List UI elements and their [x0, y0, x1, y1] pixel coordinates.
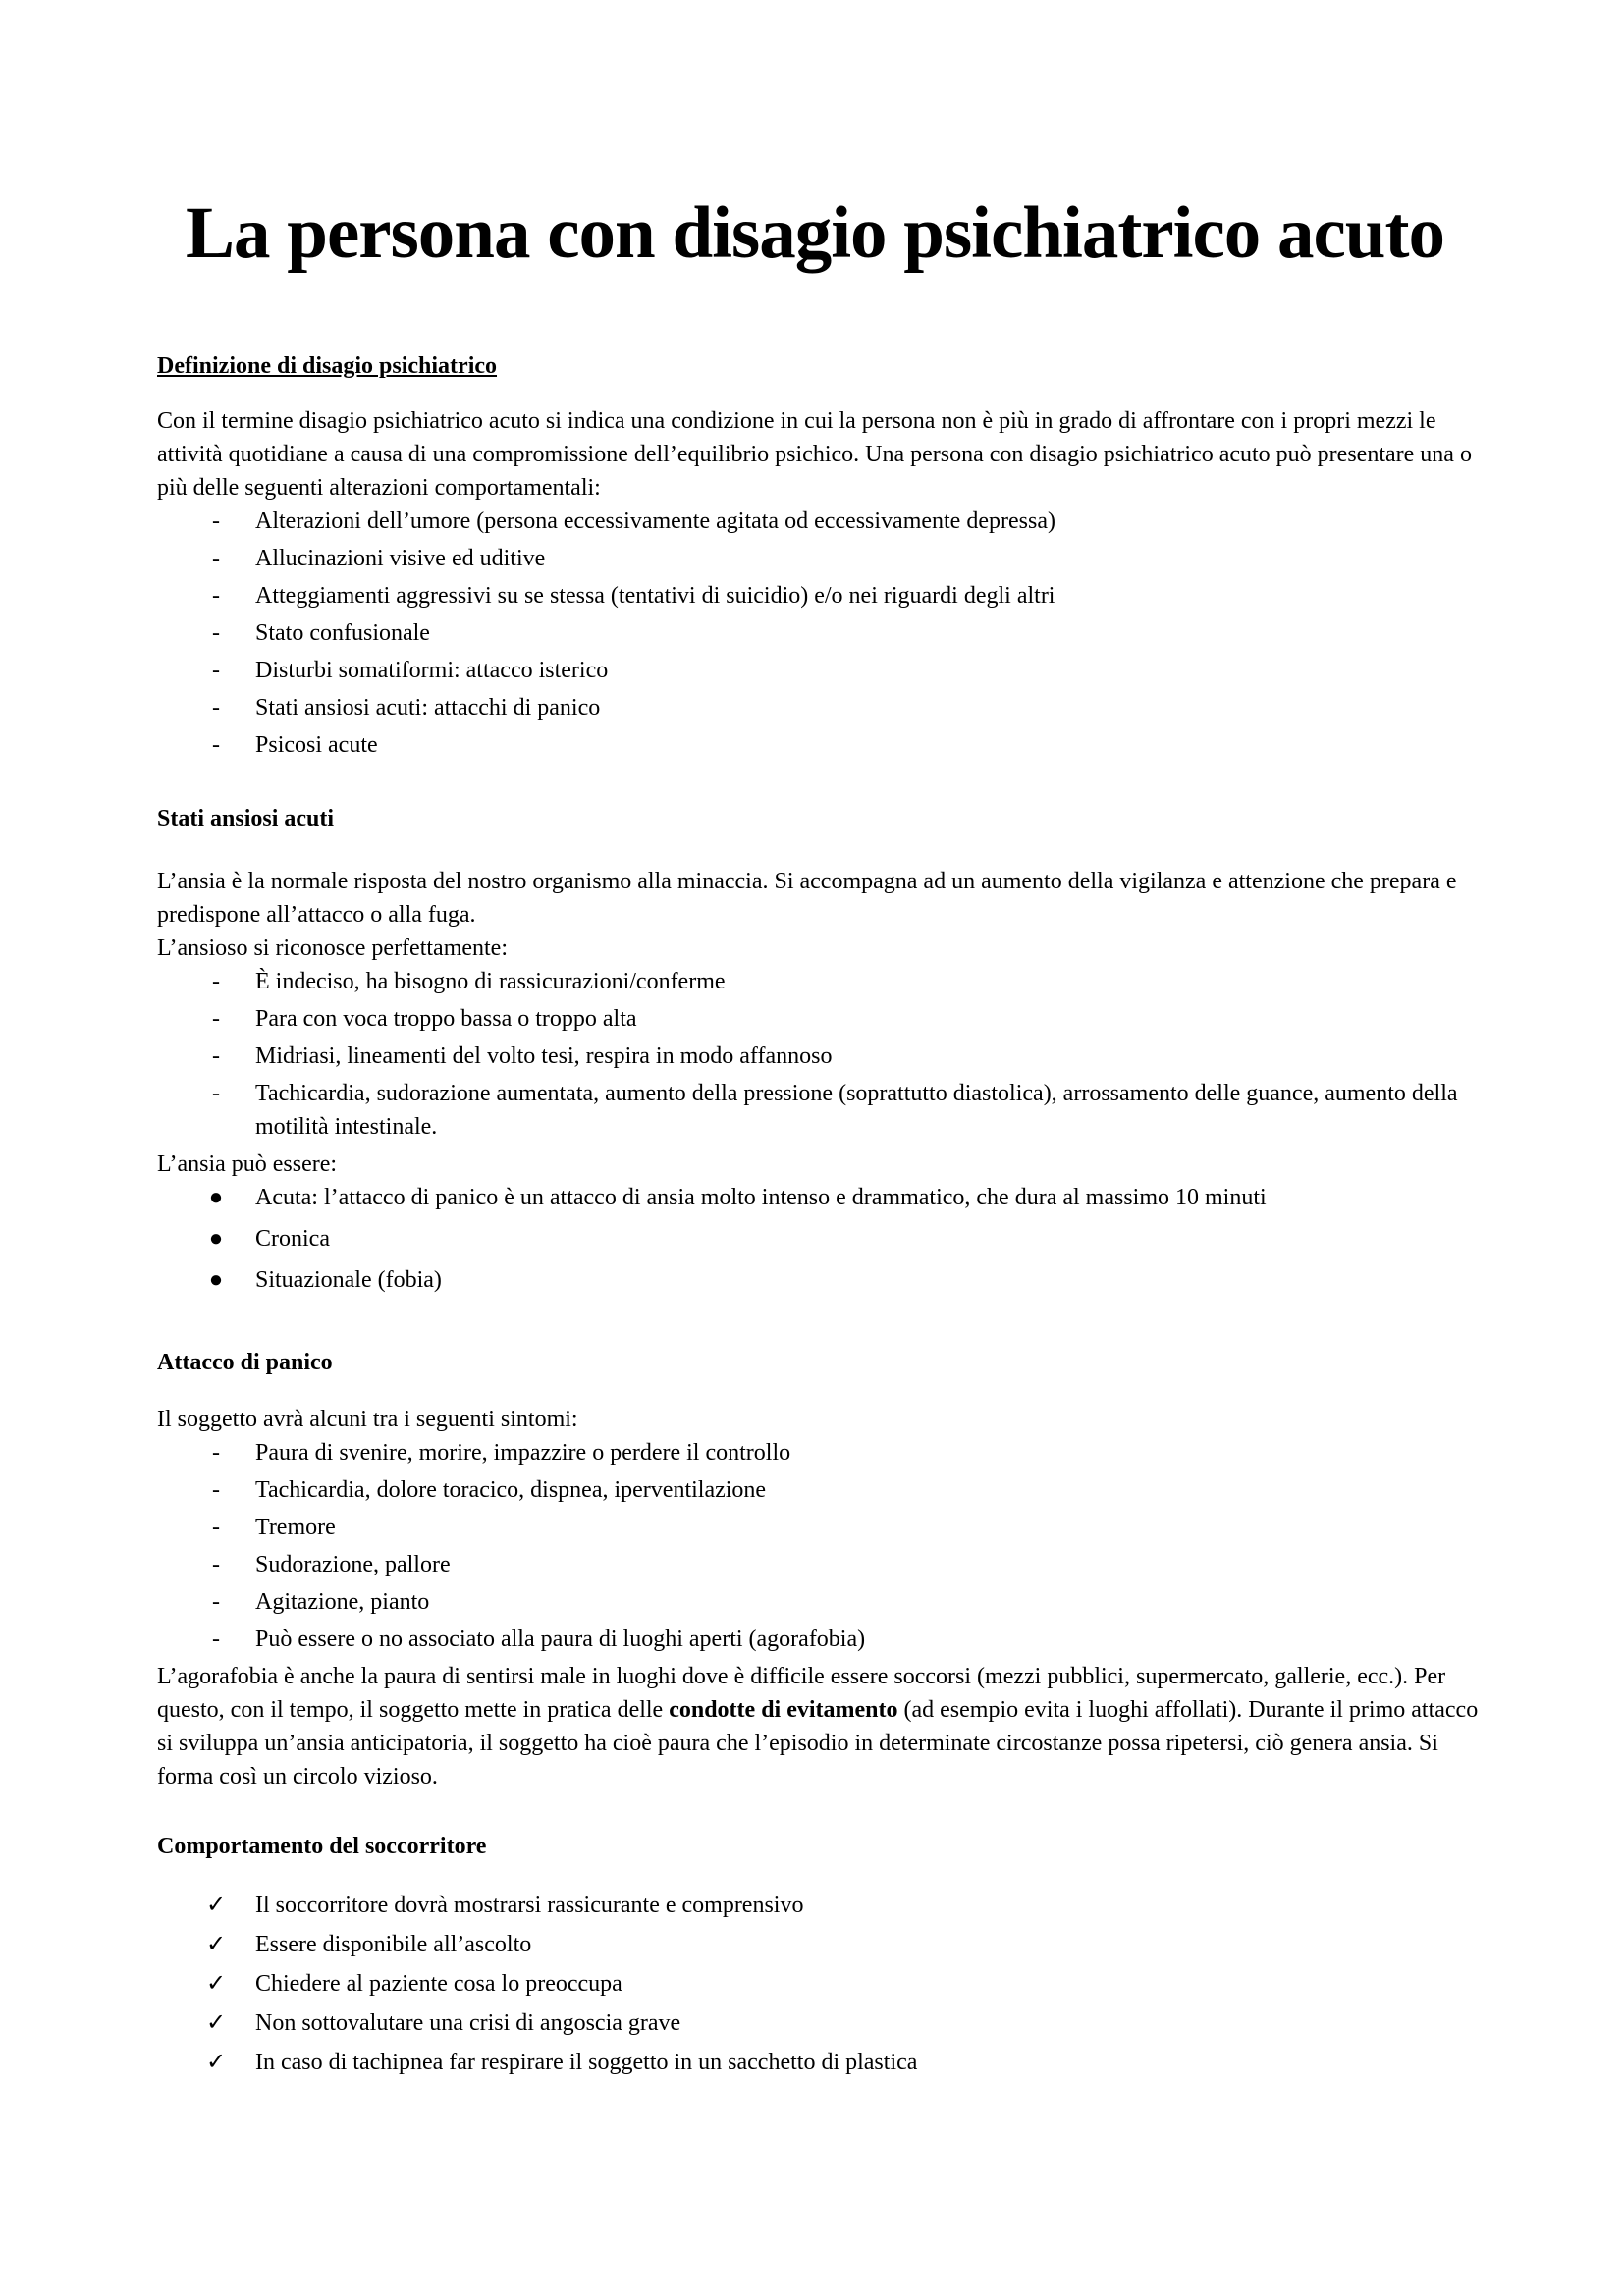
list-item: ● Situazionale (fobia): [157, 1263, 1483, 1297]
list-item: - Può essere o no associato alla paura di luoghi aperti (agorafobia): [157, 1623, 1483, 1656]
dash-marker: -: [212, 732, 220, 758]
dash-marker: -: [212, 508, 220, 534]
list-item: - Tremore: [157, 1511, 1483, 1544]
list-item: - Paura di svenire, morire, impazzire o perdere il controllo: [157, 1436, 1483, 1469]
document-title: La persona con disagio psichiatrico acuto: [186, 192, 1444, 274]
list-item: - Tachicardia, sudorazione aumentata, aumento della pressione (soprattutto diastolica), arrossamento delle guance, aumento della motilità intestinale.: [157, 1077, 1483, 1144]
checkmark-icon: ✓: [206, 1932, 227, 1957]
list-item: - Atteggiamenti aggressivi su se stessa (tentativi di suicidio) e/o nei riguardi degli altri: [157, 579, 1483, 613]
dash-marker: -: [212, 1515, 220, 1540]
dash-marker: -: [212, 1589, 220, 1615]
check-list: [157, 1889, 1483, 2079]
dash-list: [157, 505, 1483, 762]
checkmark-icon: ✓: [206, 1971, 227, 1997]
section-intro: Con il termine disagio psichiatrico acuto si indica una condizione in cui la persona non è più in grado di affrontare con i propri mezzi le attività quotidiane a causa di una compromissione dell’equilibrio psichico. Una persona con disagio psichiatrico acuto può presentare una o più delle seguenti alterazioni comportamentali:: [157, 408, 1472, 501]
list-item: - Stati ansiosi acuti: attacchi di panico: [157, 691, 1483, 724]
dash-marker: -: [212, 695, 220, 721]
agorafobia-paragraph: L’agorafobia è anche la paura di sentirsi male in luoghi dove è difficile essere soccorsi (mezzi pubblici, supermercato, gallerie, ecc.). Per questo, con il tempo, il soggetto mette in pratica delle condotte di evitamento (ad esempio evita i luoghi affollati). Durante il primo attacco si sviluppa un’ansia anticipatoria, il soggetto ha cioè paura che l’episodio in determinate circostanze possa ripetersi, ciò genera ansia. Si forma così un circolo vizioso.: [157, 1664, 1479, 1789]
dash-marker: -: [212, 1627, 220, 1652]
dash-marker: -: [212, 969, 220, 994]
section-stati-ansiosi: [157, 802, 1483, 1305]
checkmark-icon: ✓: [206, 2010, 227, 2036]
dash-marker: -: [212, 620, 220, 646]
list-item: - Psicosi acute: [157, 728, 1483, 762]
dash-marker: -: [212, 1006, 220, 1032]
list-item: - Disturbi somatiformi: attacco isterico: [157, 654, 1483, 687]
dash-marker: -: [212, 1552, 220, 1577]
checkmark-icon: ✓: [206, 2050, 227, 2075]
dash-marker: -: [212, 1477, 220, 1503]
list-item: - Midriasi, lineamenti del volto tesi, respira in modo affannoso: [157, 1040, 1483, 1073]
list-item: ✓ Non sottovalutare una crisi di angoscia grave: [157, 2006, 1483, 2040]
list-item: - Allucinazioni visive ed uditive: [157, 542, 1483, 575]
checkmark-icon: ✓: [206, 1893, 227, 1918]
bullet-icon: ●: [208, 1226, 224, 1252]
dash-marker: -: [212, 1440, 220, 1466]
dash-marker: -: [212, 546, 220, 571]
section-intro: Il soggetto avrà alcuni tra i seguenti sintomi:: [157, 1407, 578, 1432]
section-lead: L’ansioso si riconosce perfettamente:: [157, 935, 508, 961]
section-heading: Comportamento del soccorritore: [157, 1834, 487, 1859]
list-item: ✓ Il soccorritore dovrà mostrarsi rassicurante e comprensivo: [157, 1889, 1483, 1922]
list-item: ● Acuta: l’attacco di panico è un attacco di ansia molto intenso e drammatico, che dura al massimo 10 minuti: [157, 1181, 1483, 1214]
dash-list: [157, 1436, 1483, 1656]
bold-term: condotte di evitamento: [669, 1697, 898, 1723]
list-item: ✓ In caso di tachipnea far respirare il soggetto in un sacchetto di plastica: [157, 2046, 1483, 2079]
bullet-icon: ●: [208, 1185, 224, 1210]
list-item: - Alterazioni dell’umore (persona eccessivamente agitata od eccessivamente depressa): [157, 505, 1483, 538]
dash-marker: -: [212, 658, 220, 683]
list-item: - Para con voca troppo bassa o troppo alta: [157, 1002, 1483, 1036]
bullet-list: [157, 1181, 1483, 1297]
section-heading: Definizione di disagio psichiatrico: [157, 353, 498, 379]
section-definizione: [157, 349, 1483, 766]
list-item: - È indeciso, ha bisogno di rassicurazioni/conferme: [157, 965, 1483, 998]
dash-list: [157, 965, 1483, 1144]
dash-marker: -: [212, 1081, 220, 1106]
dash-marker: -: [212, 583, 220, 609]
section-attacco-panico: [157, 1346, 1483, 1793]
section-heading: Attacco di panico: [157, 1350, 333, 1375]
list-item: - Sudorazione, pallore: [157, 1548, 1483, 1581]
section-intro: L’ansia è la normale risposta del nostro organismo alla minaccia. Si accompagna ad un aumento della vigilanza e attenzione che prepara e predispone all’attacco o alla fuga.: [157, 869, 1457, 928]
list-item: - Agitazione, pianto: [157, 1585, 1483, 1619]
bullet-icon: ●: [208, 1267, 224, 1293]
types-lead: L’ansia può essere:: [157, 1151, 338, 1177]
section-heading: Stati ansiosi acuti: [157, 806, 335, 831]
list-item: ✓ Chiedere al paziente cosa lo preoccupa: [157, 1967, 1483, 2001]
section-comportamento: [157, 1830, 1483, 2085]
list-item: ✓ Essere disponibile all’ascolto: [157, 1928, 1483, 1961]
dash-marker: -: [212, 1043, 220, 1069]
list-item: - Stato confusionale: [157, 616, 1483, 650]
list-item: ● Cronica: [157, 1222, 1483, 1255]
list-item: - Tachicardia, dolore toracico, dispnea, iperventilazione: [157, 1473, 1483, 1507]
